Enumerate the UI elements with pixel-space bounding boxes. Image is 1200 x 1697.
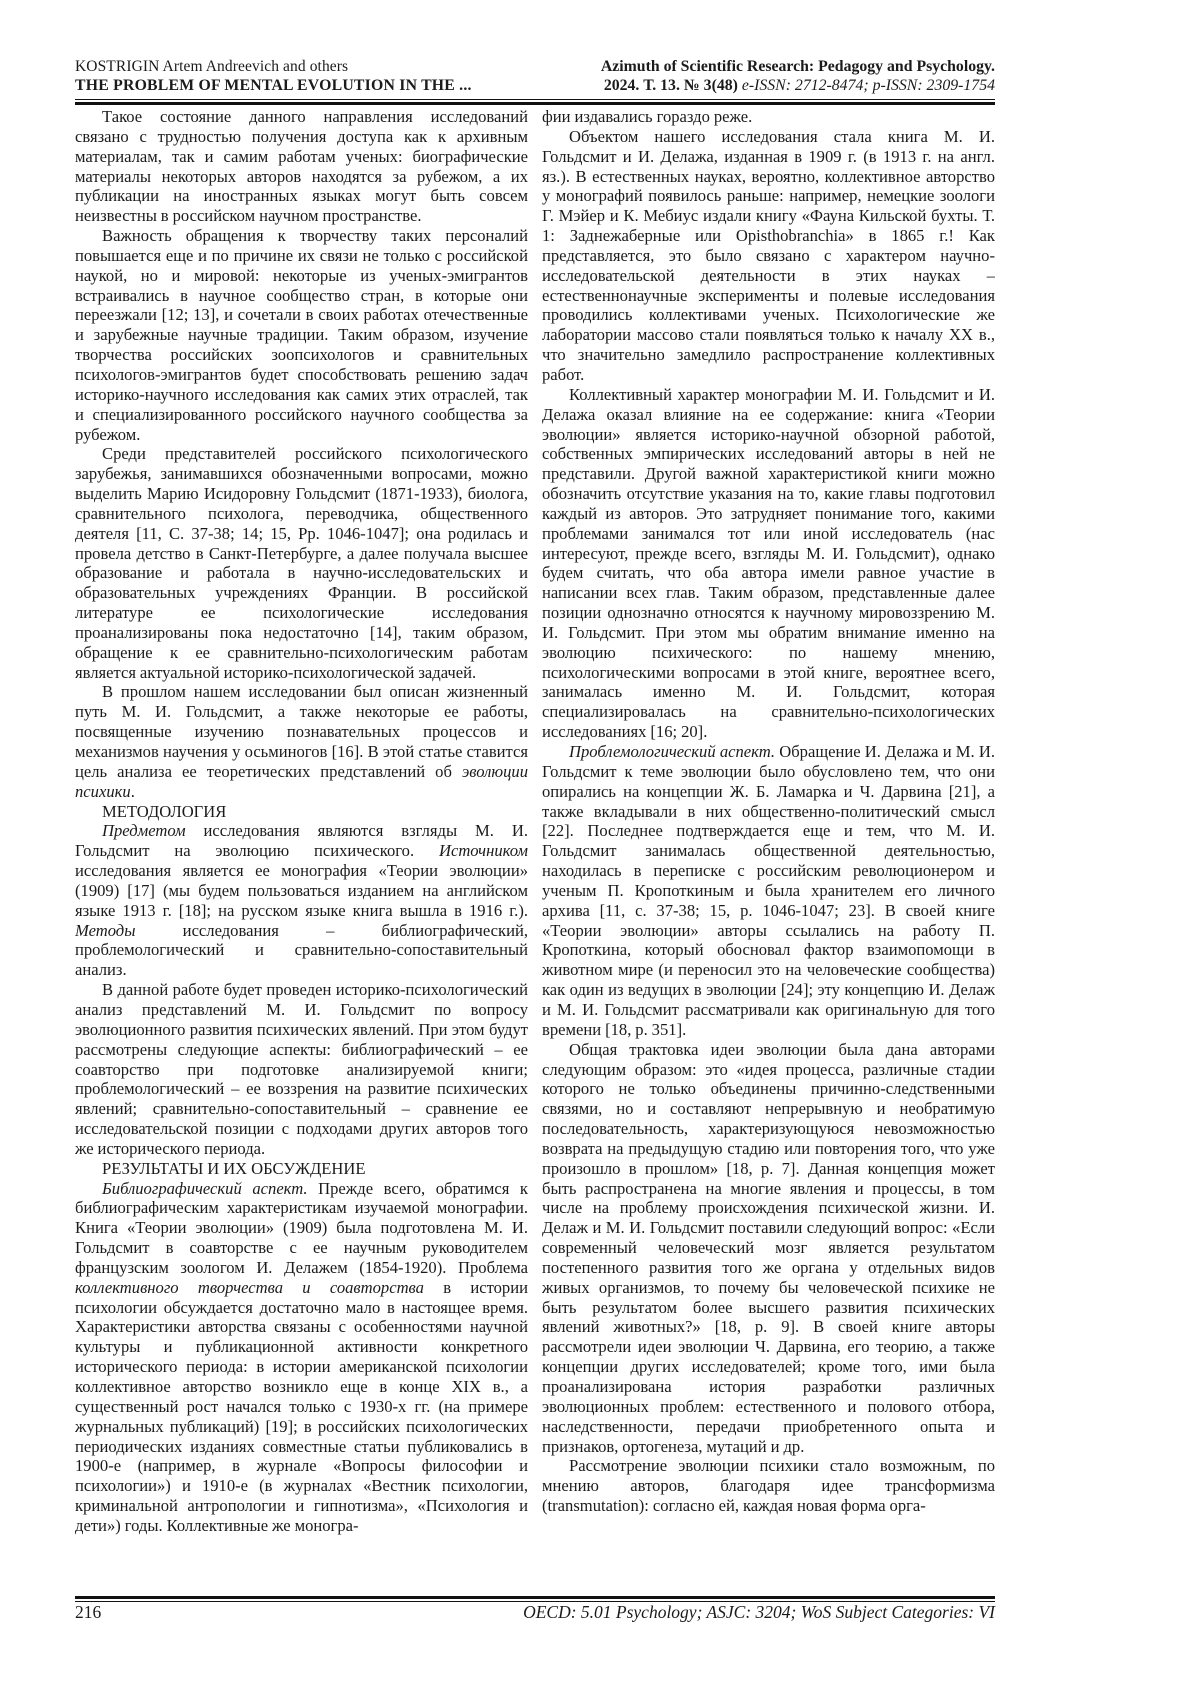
header-right-block (601, 58, 995, 95)
paragraph (542, 1456, 995, 1516)
paragraph (542, 742, 995, 1040)
paragraph (75, 226, 528, 444)
paragraph (75, 444, 528, 682)
running-title: THE PROBLEM OF MENTAL EVOLUTION IN THE ... (75, 77, 472, 94)
paragraph (542, 1040, 995, 1457)
section-heading (75, 802, 528, 822)
running-author: KOSTRIGIN Artem Andreevich and others (75, 58, 349, 75)
text-run: исследования – библиографический, проблемологический и сравнительно-сопоставительный анализ. (75, 920, 528, 980)
subject-categories: OECD: 5.01 Psychology; ASJC: 3204; WoS Subject Categories: VI (523, 1602, 995, 1622)
italic-run: Предметом (102, 821, 186, 841)
text-run: . (130, 781, 135, 801)
text-run: Такое состояние данного направления исследований связано с трудностью получения доступа как к архивным материалам, так и самим работам ученых: биографические материалы некоторых авторов находятся за рубежом, а их публикации на иностранных языках могут быть совсем неизвестны в российском научном пространстве. (75, 107, 528, 226)
issn-info: e-ISSN: 2712-8474; p-ISSN: 2309-1754 (741, 77, 995, 94)
italic-run: Проблемологический аспект. (569, 742, 776, 761)
text-run: исследования являются взгляды М. И. Гольдсмит на эволюцию психического. (75, 821, 528, 861)
italic-run: коллективного творчества и соавторства (75, 1277, 424, 1297)
text-run: Коллективный характер монографии М. И. Гольдсмит и И. Делажа оказал влияние на ее содержание: книга «Теории эволюции» является историко-научной обзорной работой, собственных эмпирических исследований авторы в ней не представили. Другой важной характеристикой книги можно обозначить отсутствие указания на то, какие главы подготовил каждый из авторов. Это затрудняет понимание того, какими проблемами занимался тот или иной исследователь (нас интересуют, прежде всего, взгляды М. И. Гольдсмит), однако будем считать, что оба автора имели равное участие в написании всех глав. Таким образом, представленные далее позиции однозначно относятся к научному мировоззрению М. И. Гольдсмит. При этом мы обратим внимание именно на эволюцию психического: по нашему мнению, психологическими вопросами в этой книге, вероятнее всего, занималась именно М. И. Гольдсмит, которая специализировалась на сравнительно-психологических исследованиях [16; 20]. (542, 384, 995, 742)
issue-info: 2024. Т. 13. № 3(48) (603, 77, 742, 94)
text-run: В прошлом нашем исследовании был описан жизненный путь М. И. Гольдсмит, а также некоторые ее работы, посвященные изучению познавательных процессов и механизмов научения у осьминогов [16]. В этой статье ставится цель анализа ее теоретических представлений об (75, 682, 528, 781)
text-run: Объектом нашего исследования стала книга М. И. Гольдсмит и И. Делажа, изданная в 1909 г. (в 1913 г. на англ. яз.). В естественных науках, вероятно, коллективное авторство у монографий появилось раньше: например, немецкие зоологи Г. Мэйер и К. Мебиус издали книгу «Фауна Кильской бухты. Т. 1: Заднежаберные или Opisthobranchia» в 1865 г.! Как представляется, это было связано с характером научно-исследовательской деятельности в этих науках – естественнонаучные эксперименты и полевые исследования проводились коллективами ученых. Психологические же лаборатории массово стали появляться только к началу XX в., что значительно замедлило распространение коллективных работ. (542, 126, 995, 384)
text-run: Прежде всего, обратимся к библиографическим характеристикам изучаемой монографии. Книга «Теории эволюции» (1909) была подготовлена М. И. Гольдсмит в соавторстве с ее научным руководителем французским зоологом И. Делажем (1854-1920). Проблема (75, 1178, 528, 1277)
page-number: 216 (75, 1602, 102, 1622)
column-left (75, 107, 528, 1589)
paragraph (75, 821, 528, 980)
paragraph (542, 127, 995, 385)
text-run: фии издавались гораздо реже. (542, 107, 753, 126)
text-run: МЕТОДОЛОГИЯ (102, 801, 227, 821)
column-right (542, 107, 995, 1589)
paragraph (75, 682, 528, 801)
section-heading (75, 1159, 528, 1179)
page-footer (75, 1602, 995, 1623)
italic-run: эволюции психики (75, 761, 528, 801)
page-header (75, 58, 995, 95)
paper-page (75, 0, 995, 1697)
header-divider (75, 99, 995, 105)
paragraph (542, 107, 995, 127)
text-run: исследования является ее монография «Теории эволюции» (1909) [17] (мы будем пользоваться изданием на английском языке 1913 г. [18]; на русском языке книга вышла в 1916 г.). (75, 861, 528, 920)
article-body (75, 107, 995, 1589)
text-run: РЕЗУЛЬТАТЫ И ИХ ОБСУЖДЕНИЕ (102, 1158, 366, 1178)
text-run: Обращение И. Делажа и М. И. Гольдсмит к теме эволюции было обусловлено тем, что они опирались на концепции Ж. Б. Ламарка и Ч. Дарвина [21], а также вкладывали в них общественно-политический смысл [22]. Последнее подтверждается еще и тем, что М. И. Гольдсмит занималась общественной деятельностью, находилась в переписке с российским революционером и ученым П. Кропоткиным и была хранителем его личного архива [11, с. 37-38; 15, р. 1046-1047; 23]. В своей книге «Теории эволюции» авторы ссылались на работу П. Кропоткина, который обосновал фактор взаимопомощи в животном мире (и переносил это на человеческие сообщества) как один из ведущих в эволюции [24]; эту концепцию И. Делаж и М. И. Гольдсмит рассматривали как оригинальную для того времени [18, p. 351]. (542, 742, 995, 1039)
italic-run: Методы (75, 920, 136, 940)
paragraph (75, 980, 528, 1159)
journal-issue-line (601, 76, 995, 95)
paragraph (75, 107, 528, 226)
text-run: Важность обращения к творчеству таких персоналий повышается еще и по причине их связи не только с российской наукой, но и мировой: некоторые из ученых-эмигрантов встраивались в научное сообщество стран, в которые они переезжали [12; 13], и сочетали в своих работах отечественные и зарубежные научные традиции. Таким образом, изучение творчества российских зоопсихологов и сравнительных психологов-эмигрантов будет способствовать решению задач историко-научного исследования как самих этих отраслей, так и специализированного российского научного сообщества за рубежом. (75, 226, 528, 444)
journal-name: Azimuth of Scientific Research: Pedagogy and Psychology. (600, 58, 995, 75)
text-run: Среди представителей российского психологического зарубежья, занимавшихся обозначенными вопросами, можно выделить Марию Исидоровну Гольдсмит (1871-1933), биолога, сравнительного психолога, переводчика, общественного деятеля [11, С. 37-38; 14; 15, Рр. 1046-1047]; она родилась и провела детство в Санкт-Петербурге, а далее получала высшее образование и работала в научно-исследовательских и образовательных учреждениях Франции. В российской литературе ее психологические исследования проанализированы пока недостаточно [14], таким образом, обращение к ее сравнительно-психологическим работам является актуальной историко-психологической задачей. (75, 444, 528, 682)
text-run: Общая трактовка идеи эволюции была дана авторами следующим образом: это «идея процесса, различные стадии которого не только объединены причинно-следственными связями, но и составляют непрерывную и необратимую последовательность, характеризующуюся невозможностью возврата на предыдущую стадию или повторения того, что уже произошло в прошлом» [18, p. 7]. Данная концепция может быть распространена на многие явления и процессы, в том числе на проблему происхождения психической жизни. И. Делаж и М. И. Гольдсмит поставили следующий вопрос: «Если современный человеческий мозг является результатом постепенного развития того же органа у отдельных видов живых организмов, то почему бы человеческой психике не быть результатом более высшего развития психических явлений животных?» [18, p. 9]. В своей книге авторы рассмотрели идеи эволюции Ч. Дарвина, его теорию, а также концепции других исследователей; кроме того, ими была проанализирована история разработки различных эволюционных проблем: естественного и полового отбора, наследственности, передачи приобретенного опыта и признаков, ортогенеза, мутаций и др. (542, 1039, 995, 1456)
text-run: Рассмотрение эволюции психики стало возможным, по мнению авторов, благодаря идее трансформизма (transmutation): согласно ей, каждая новая форма орга- (542, 1456, 995, 1516)
italic-run: Источником (438, 841, 528, 861)
header-left-block (75, 58, 472, 95)
italic-run: Библиографический аспект. (102, 1178, 308, 1198)
text-run: в истории психологии обсуждается достаточно мало в настоящее время. Характеристики авторства связаны с особенностями научной культуры и публикационной активности конкретного исторического периода: в истории американской психологии коллективное авторство возникло еще в конце XIX в., а существенный рост начался только с 1930-х гг. (на примере журнальных публикаций) [19]; в российских психологических периодических изданиях совместные статьи публиковались в 1900-е (например, в журнале «Вопросы философии и психологии») и 1910-е (в журналах «Вестник психологии, криминальной антропологии и гипнотизма», «Психология и дети») годы. Коллективные же моногра- (75, 1277, 528, 1535)
paragraph (75, 1179, 528, 1536)
paragraph (542, 385, 995, 742)
text-run: В данной работе будет проведен историко-психологический анализ представлений М. И. Гольдсмит по вопросу эволюционного развития психических явлений. При этом будут рассмотрены следующие аспекты: библиографический – ее соавторство при подготовке анализируемой книги; проблемологический – ее воззрения на развитие психических явлений; сравнительно-сопоставительный – сравнение ее исследовательской позиции с подходами других авторов того же исторического периода. (75, 980, 528, 1158)
